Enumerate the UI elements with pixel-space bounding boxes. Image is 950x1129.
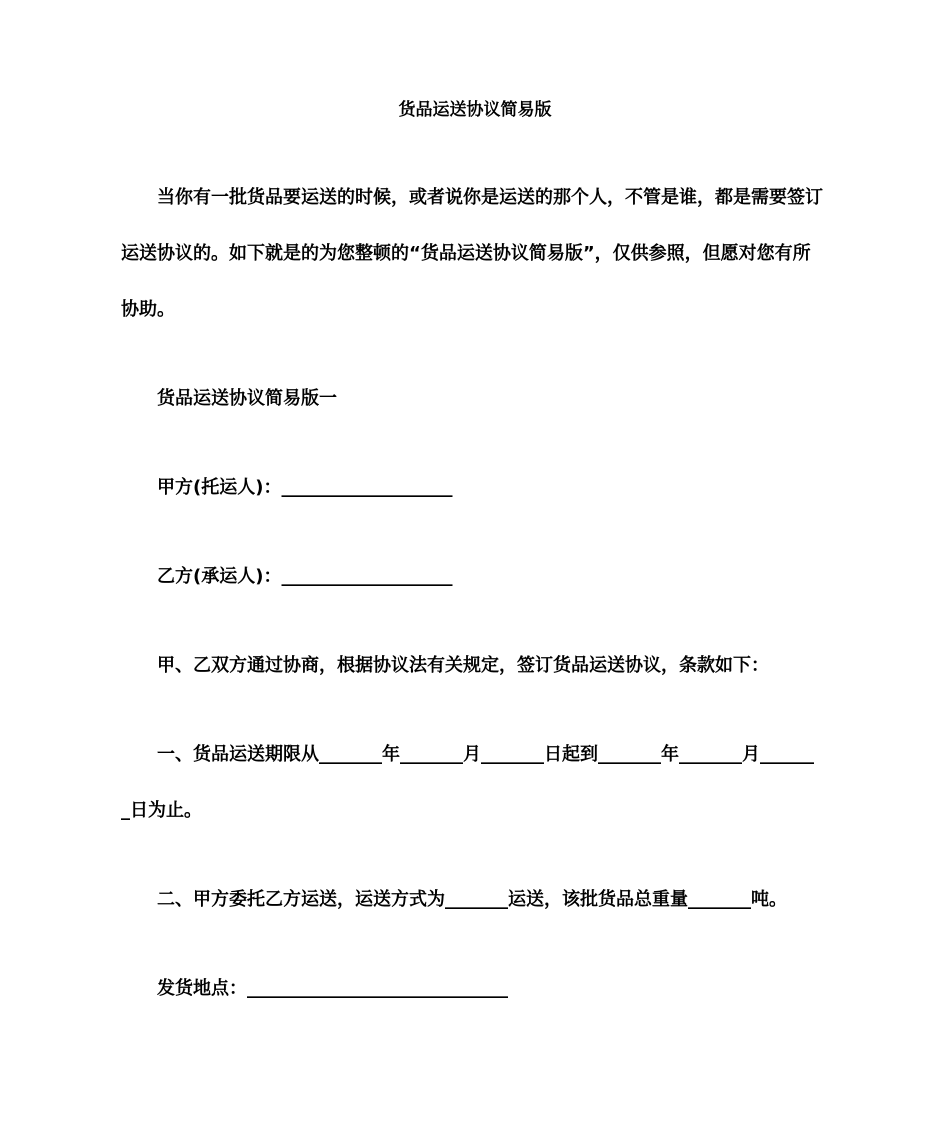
clause-2: 二、甲方委托乙方运送，运送方式为_______运送，该批货品总重量_______吨。 [157, 889, 787, 910]
agreement-intro: 甲、乙双方通过协商，根据协议法有关规定，签订货品运送协议，条款如下： [157, 655, 769, 676]
intro-line-2: 运送协议的。如下就是的为您整顿的“货品运送协议简易版”，仅供参照，但愿对您有所 [121, 243, 811, 264]
clause-1-line-1: 一、货品运送期限从_______年_______月_______日起到_______年_______月______ [157, 744, 814, 765]
shipping-location-field: 发货地点：_____________________________ [157, 978, 508, 999]
clause-1-line-2: _日为止。 [121, 800, 202, 821]
intro-line-3: 协助。 [121, 299, 175, 320]
intro-line-1: 当你有一批货品要运送的时候，或者说你是运送的那个人，不管是谁，都是需要签订 [157, 187, 823, 208]
party-b-field: 乙方(承运人)：___________________ [157, 566, 453, 587]
document-title: 货品运送协议简易版 [398, 100, 552, 120]
party-a-field: 甲方(托运人)：___________________ [157, 477, 453, 498]
section-heading: 货品运送协议简易版一 [157, 388, 337, 409]
